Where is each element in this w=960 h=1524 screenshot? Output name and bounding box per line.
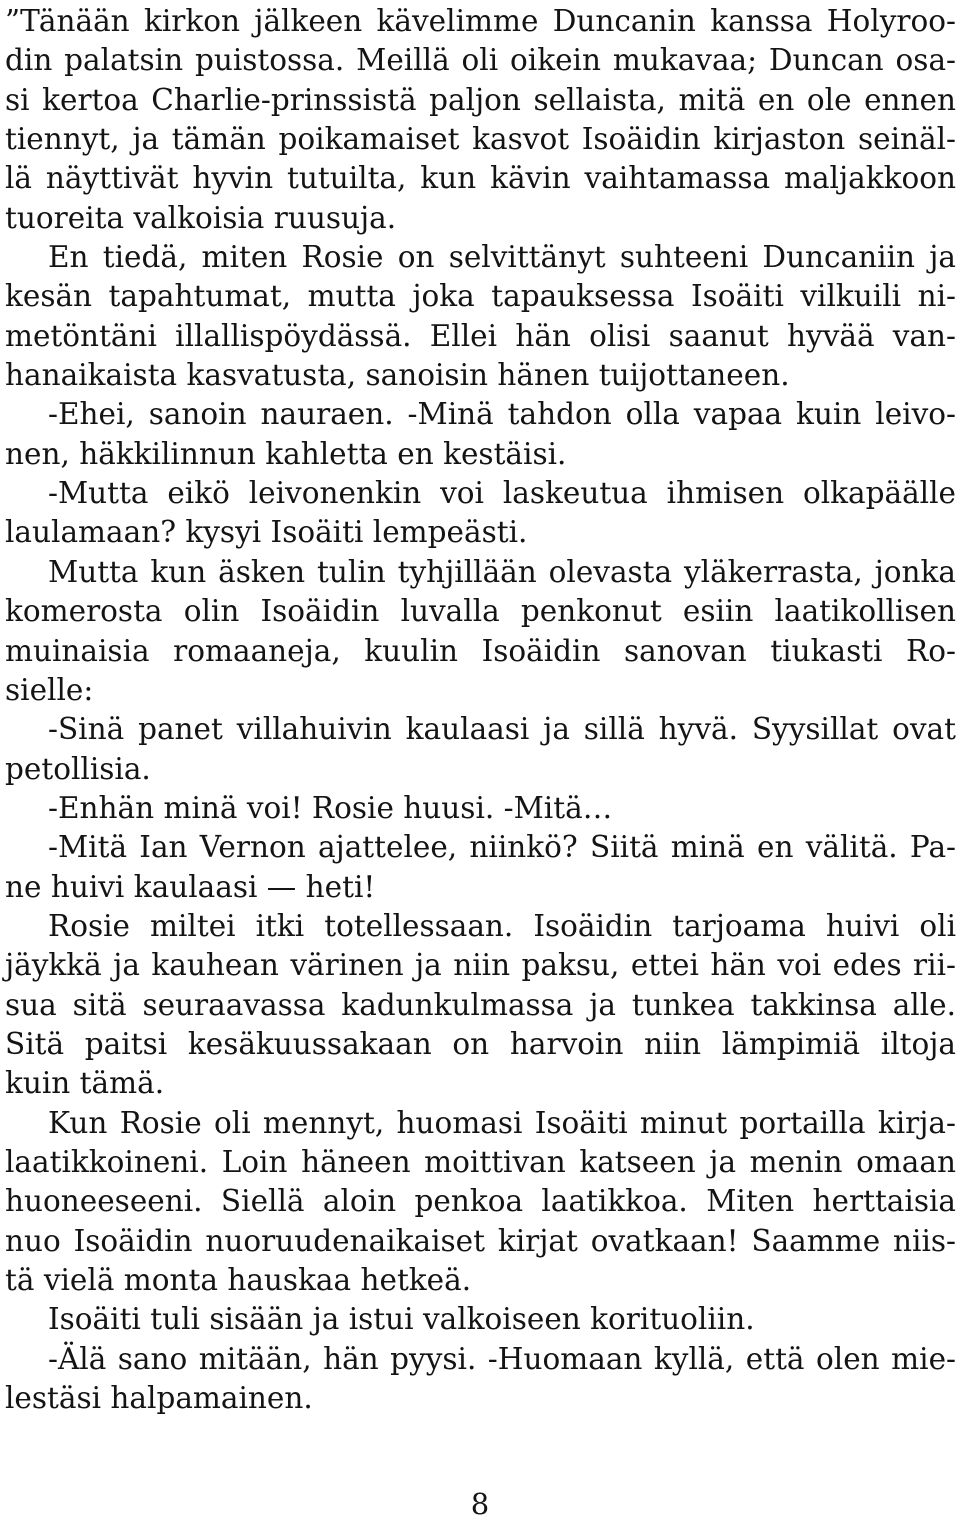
- text-line: huoneeseeni. Siellä aloin penkoa laatikkoa. Miten herttaisia: [5, 1184, 956, 1219]
- text-line: lä näyttivät hyvin tutuilta, kun kävin vaihtamassa maljakkoon: [5, 161, 956, 196]
- text-line: petollisia.: [5, 751, 151, 786]
- text-line: En tiedä, miten Rosie on selvittänyt suhteeni Duncaniin ja: [48, 240, 956, 275]
- text-line: si kertoa Charlie-prinssistä paljon sellaista, mitä en ole ennen: [5, 82, 956, 117]
- body-text: [5, 2, 956, 1418]
- text-line: laulamaan? kysyi Isoäiti lempeästi.: [5, 515, 528, 550]
- text-line: laatikkoineni. Loin häneen moittivan katseen ja menin omaan: [5, 1144, 956, 1179]
- text-line: Kun Rosie oli mennyt, huomasi Isoäiti minut portailla kirja-: [48, 1105, 956, 1140]
- text-line: Mutta kun äsken tulin tyhjillään olevasta yläkerrasta, jonka: [48, 554, 956, 589]
- text-line: Rosie miltei itki totellessaan. Isoäidin tarjoama huivi oli: [48, 908, 956, 943]
- text-line: Isoäiti tuli sisään ja istui valkoiseen korituoliin.: [48, 1302, 755, 1337]
- page-number: 8: [470, 1487, 490, 1521]
- text-line: lestäsi halpamainen.: [5, 1381, 313, 1416]
- text-line: din palatsin puistossa. Meillä oli oikein mukavaa; Duncan osa-: [5, 43, 956, 78]
- text-line: kesän tapahtumat, mutta joka tapauksessa Isoäiti vilkuili ni-: [5, 279, 956, 314]
- text-line: tiennyt, ja tämän poikamaiset kasvot Isoäidin kirjaston seinäl-: [5, 122, 956, 157]
- text-line: ne huivi kaulaasi — heti!: [5, 869, 376, 904]
- text-line: -Enhän minä voi! Rosie huusi. -Mitä…: [48, 790, 613, 825]
- text-line: nen, häkkilinnun kahletta en kestäisi.: [5, 436, 567, 471]
- text-line: -Ehei, sanoin nauraen. -Minä tahdon olla vapaa kuin leivo-: [48, 397, 956, 432]
- text-line: muinaisia romaaneja, kuulin Isoäidin sanovan tiukasti Ro-: [5, 633, 956, 668]
- text-line: -Älä sano mitään, hän pyysi. -Huomaan kyllä, että olen mie-: [48, 1341, 956, 1376]
- text-line: jäykkä ja kauhean värinen ja niin paksu, ettei hän voi edes rii-: [5, 948, 956, 983]
- text-line: sielle:: [5, 672, 94, 707]
- text-line: metöntäni illallispöydässä. Ellei hän olisi saanut hyvää van-: [5, 318, 956, 353]
- text-line: kuin tämä.: [5, 1066, 165, 1101]
- text-line: nuo Isoäidin nuoruudenaikaiset kirjat ovatkaan! Saamme niis-: [5, 1223, 956, 1258]
- text-line: komerosta olin Isoäidin luvalla penkonut esiin laatikollisen: [5, 594, 956, 629]
- text-line: hanaikaista kasvatusta, sanoisin hänen tuijottaneen.: [5, 358, 790, 393]
- text-line: Sitä paitsi kesäkuussakaan on harvoin niin lämpimiä iltoja: [5, 1026, 956, 1061]
- text-line: tuoreita valkoisia ruusuja.: [5, 200, 397, 235]
- text-line: -Mitä Ian Vernon ajattelee, niinkö? Siitä minä en välitä. Pa-: [48, 830, 956, 865]
- text-line: ”Tänään kirkon jälkeen kävelimme Duncanin kanssa Holyroo-: [5, 4, 956, 38]
- text-line: -Sinä panet villahuivin kaulaasi ja sillä hyvä. Syysillat ovat: [48, 712, 956, 747]
- text-line: tä vielä monta hauskaa hetkeä.: [5, 1263, 472, 1297]
- text-line: sua sitä seuraavassa kadunkulmassa ja tunkea takkinsa alle.: [5, 987, 956, 1022]
- text-line: -Mutta eikö leivonenkin voi laskeutua ihmisen olkapäälle: [48, 476, 956, 511]
